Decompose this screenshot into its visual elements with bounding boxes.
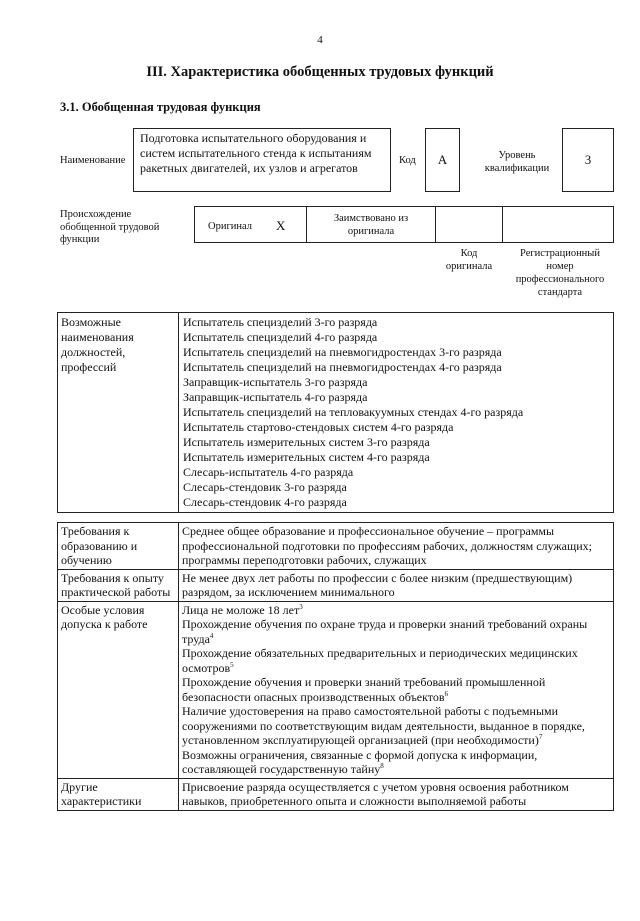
footnote-ref: 5 [230, 660, 234, 669]
conditions-label: Особые условия допуска к работе [58, 601, 179, 778]
original-mark: X [276, 218, 286, 233]
code-value: А [437, 152, 448, 167]
list-item: Заправщик-испытатель 3-го разряда [183, 375, 368, 389]
list-item [182, 704, 610, 748]
positions-list [179, 313, 614, 513]
level-box [562, 128, 614, 192]
code-label: Код [399, 155, 416, 166]
condition-text: Прохождение обязательных предварительных и периодических медицинских осмотров [182, 646, 578, 675]
condition-text: Лица не моложе 18 лет [182, 602, 300, 617]
footnote-ref: 6 [444, 689, 449, 698]
list-item: Слесарь-стендовик 3-го разряда [183, 480, 347, 494]
table-row [58, 569, 614, 601]
subsection-title: 3.1. Обобщенная трудовая функция [60, 100, 261, 114]
origin-divider [435, 206, 436, 243]
list-item: Испытатель стартово-стендовых систем 4-го разряда [183, 420, 454, 434]
list-item [182, 646, 610, 675]
other-value: Присвоение разряда осуществляется с учетом уровня освоения работником навыков, приобретенного опыта и сложности выполняемой работы [179, 778, 614, 810]
list-item: Испытатель специзделий на пневмогидростендах 3-го разряда [183, 345, 502, 359]
origin-label: Происхождение обобщенной трудовой функции [60, 209, 160, 245]
footnote-ref: 7 [538, 733, 543, 741]
education-value: Среднее общее образование и профессиональное обучение – программы профессиональной подготовки по профессиям рабочих, должностям служащих; программы переподготовки рабочих, служащих [179, 523, 614, 570]
requirements-table [57, 522, 614, 811]
table-row [58, 778, 614, 810]
origin-divider [306, 206, 307, 243]
list-item: Испытатель специзделий на тепловакуумных стендах 4-го разряда [183, 405, 524, 419]
section-title: III. Характеристика обобщенных трудовых функций [146, 64, 494, 80]
level-value: 3 [584, 152, 592, 167]
list-item: Испытатель специзделий 3-го разряда [183, 315, 378, 329]
list-item: Испытатель специзделий на пневмогидростендах 4-го разряда [183, 360, 502, 374]
list-item: Испытатель специзделий 4-го разряда [183, 330, 378, 344]
list-item [182, 617, 610, 646]
reg-number-label: Регистрационный номер профессионального стандарта [515, 248, 605, 298]
footnote-ref: 4 [209, 631, 214, 640]
list-item: Слесарь-испытатель 4-го разряда [183, 465, 354, 479]
positions-table [57, 312, 614, 513]
condition-text: Прохождение обучения по охране труда и проверки знаний требований охраны труда [182, 617, 588, 646]
list-item [182, 748, 610, 777]
education-label: Требования к образованию и обучению [58, 523, 179, 570]
page-number: 4 [317, 34, 323, 46]
list-item: Заправщик-испытатель 4-го разряда [183, 390, 368, 404]
list-item: Слесарь-стендовик 4-го разряда [183, 495, 347, 509]
origin-divider [502, 206, 503, 243]
list-item [182, 675, 610, 704]
list-item: Испытатель измерительных систем 3-го разряда [183, 435, 430, 449]
level-label: Уровень квалификации [484, 150, 550, 174]
list-item [182, 603, 610, 618]
table-row [58, 313, 614, 513]
condition-text: Наличие удостоверения на право самостоятельной работы с подъемными сооружениями по соответствующим видам деятельности, выданное в порядке, установленном эксплуатирующей организацией (при необходимости) [182, 704, 585, 747]
code-original-label: Код оригинала [445, 248, 493, 272]
experience-value: Не менее двух лет работы по профессии с более низким (предшествующим) разрядом, за исключением минимального [179, 569, 614, 601]
footnote-ref: 3 [299, 602, 303, 611]
code-box [425, 128, 460, 192]
function-name-box [133, 128, 391, 192]
other-label: Другие характеристики [58, 778, 179, 810]
table-row [58, 601, 614, 778]
conditions-list [179, 601, 614, 778]
function-name-value: Подготовка испытательного оборудования и систем испытательного стенда к испытаниям ракетных двигателей, их узлов и агрегатов [140, 131, 372, 175]
name-label: Наименование [60, 155, 126, 166]
experience-label: Требования к опыту практической работы [58, 569, 179, 601]
list-item: Испытатель измерительных систем 4-го разряда [183, 450, 430, 464]
condition-text: Возможны ограничения, связанные с формой допуска к информации, составляющей государственную тайну [182, 747, 538, 776]
positions-label: Возможные наименования должностей, профессий [58, 313, 179, 513]
table-row [58, 523, 614, 570]
borrowed-label: Заимствовано из оригинала [333, 213, 409, 237]
condition-text: Прохождение обучения и проверки знаний требований промышленной безопасности опасных производственных объектов [182, 675, 546, 704]
original-label: Оригинал [208, 221, 252, 232]
footnote-ref: 8 [380, 762, 384, 770]
